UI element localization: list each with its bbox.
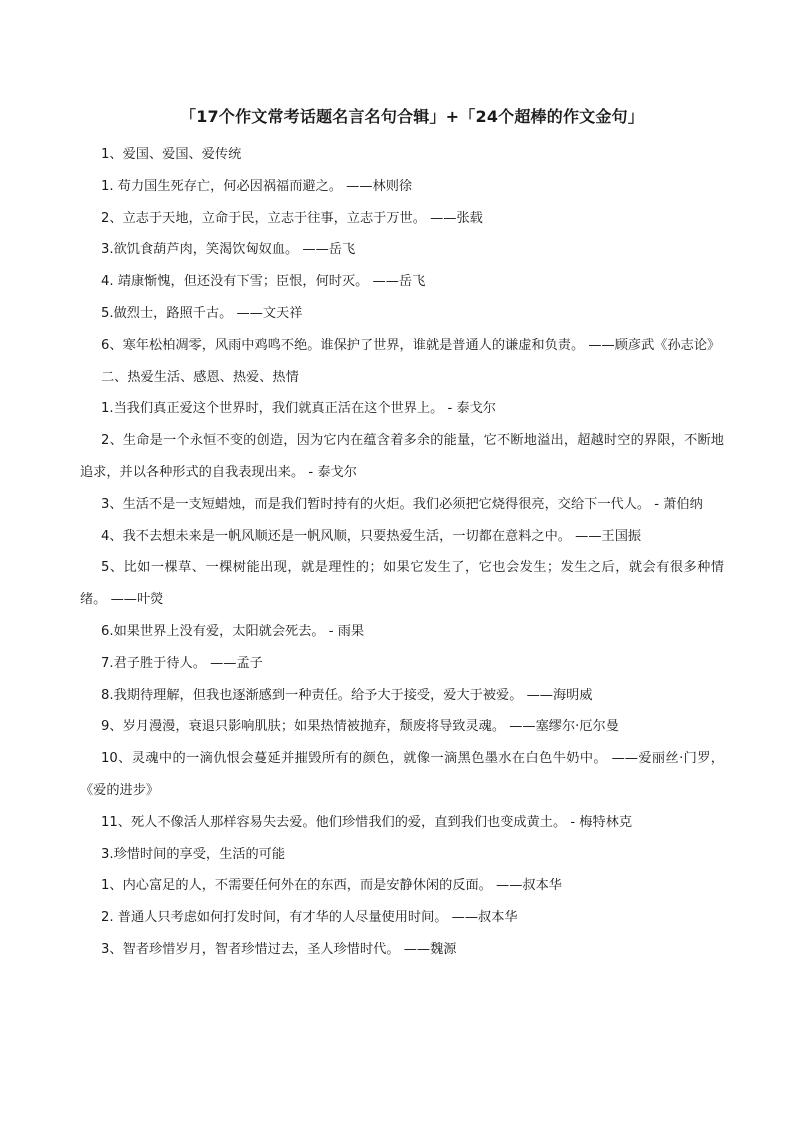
quote-paragraph: 6、寒年松柏凋零，风雨中鸡鸣不绝。谁保护了世界，谁就是普通人的谦虚和负责。 ——顾彦武《孙志论》 xyxy=(101,337,721,353)
section-heading-cherish-time: 3.珍惜时间的享受，生活的可能 xyxy=(101,846,286,862)
quote-paragraph: 1、内心富足的人，不需要任何外在的东西，而是安静休闲的反面。 ——叔本华 xyxy=(101,878,562,894)
section-heading-patriotism: 1、爱国、爱国、爱传统 xyxy=(101,147,242,162)
section-heading-love-life: 二、热爱生活、感恩、热爱、热情 xyxy=(101,369,299,385)
quote-paragraph: 1.当我们真正爱这个世界时，我们就真正活在这个世界上。 - 泰戈尔 xyxy=(101,401,496,417)
quote-paragraph: 5、比如一棵草、一棵树能出现，就是理性的；如果它发生了，它也会发生；发生之后，就会有很多种情绪。 ——叶熒 xyxy=(80,560,724,608)
quote-paragraph: 10、灵魂中的一滴仇恨会蔓延并摧毁所有的颜色，就像一滴黑色墨水在白色牛奶中。 ——爱丽丝·门罗，《爱的进步》 xyxy=(80,751,724,798)
quote-paragraph: 2、生命是一个永恒不变的创造，因为它内在蕴含着多余的能量，它不断地溢出，超越时空的界限，不断地追求，并以各种形式的自我表现出来。 - 泰戈尔 xyxy=(80,433,724,480)
quote-paragraph: 4、我不去想未来是一帆风顺还是一帆风顺，只要热爱生活，一切都在意料之中。 ——王国振 xyxy=(101,528,642,544)
document-body xyxy=(80,139,724,966)
quote-paragraph: 2、立志于天地，立命于民，立志于往事，立志于万世。 ——张载 xyxy=(101,210,483,226)
quote-paragraph: 11、死人不像活人那样容易失去爱。他们珍惜我们的爱，直到我们也变成黄土。 - 梅特林克 xyxy=(101,814,633,830)
document-title: 「17个作文常考话题名言名句合辑」+「24个超棒的作文金句」 xyxy=(180,107,644,126)
quote-paragraph: 3.欲饥食葫芦肉，笑渴饮匈奴血。 ——岳飞 xyxy=(101,242,356,258)
quote-paragraph: 1. 苟力国生死存亡，何必因祸福而避之。 ——林则徐 xyxy=(101,178,413,194)
quote-paragraph: 9、岁月漫漫，衰退只影响肌肤；如果热情被抛弃，颓废将导致灵魂。 ——塞缪尔·厄尔曼 xyxy=(101,719,619,735)
quote-paragraph: 8.我期待理解，但我也逐渐感到一种责任。给予大于接受，爱大于被爱。 ——海明威 xyxy=(101,687,593,703)
quote-paragraph: 5.做烈士，路照千古。 ——文天祥 xyxy=(101,305,303,321)
quote-paragraph: 3、生活不是一支短蜡烛，而是我们暂时持有的火炬。我们必须把它烧得很亮，交给下一代人。 - 萧伯纳 xyxy=(101,496,703,512)
quote-paragraph: 6.如果世界上没有爱，太阳就会死去。 - 雨果 xyxy=(101,623,365,639)
quote-paragraph: 2. 普通人只考虑如何打发时间，有才华的人尽量使用时间。 ——叔本华 xyxy=(101,910,518,926)
quote-paragraph: 3、智者珍惜岁月，智者珍惜过去，圣人珍惜时代。 ——魏源 xyxy=(101,941,457,957)
quote-paragraph: 4. 靖康惭愧，但还没有下雪；臣恨，何时灭。 ——岳飞 xyxy=(101,274,426,290)
quote-paragraph: 7.君子胜于待人。 ——孟子 xyxy=(101,655,263,671)
